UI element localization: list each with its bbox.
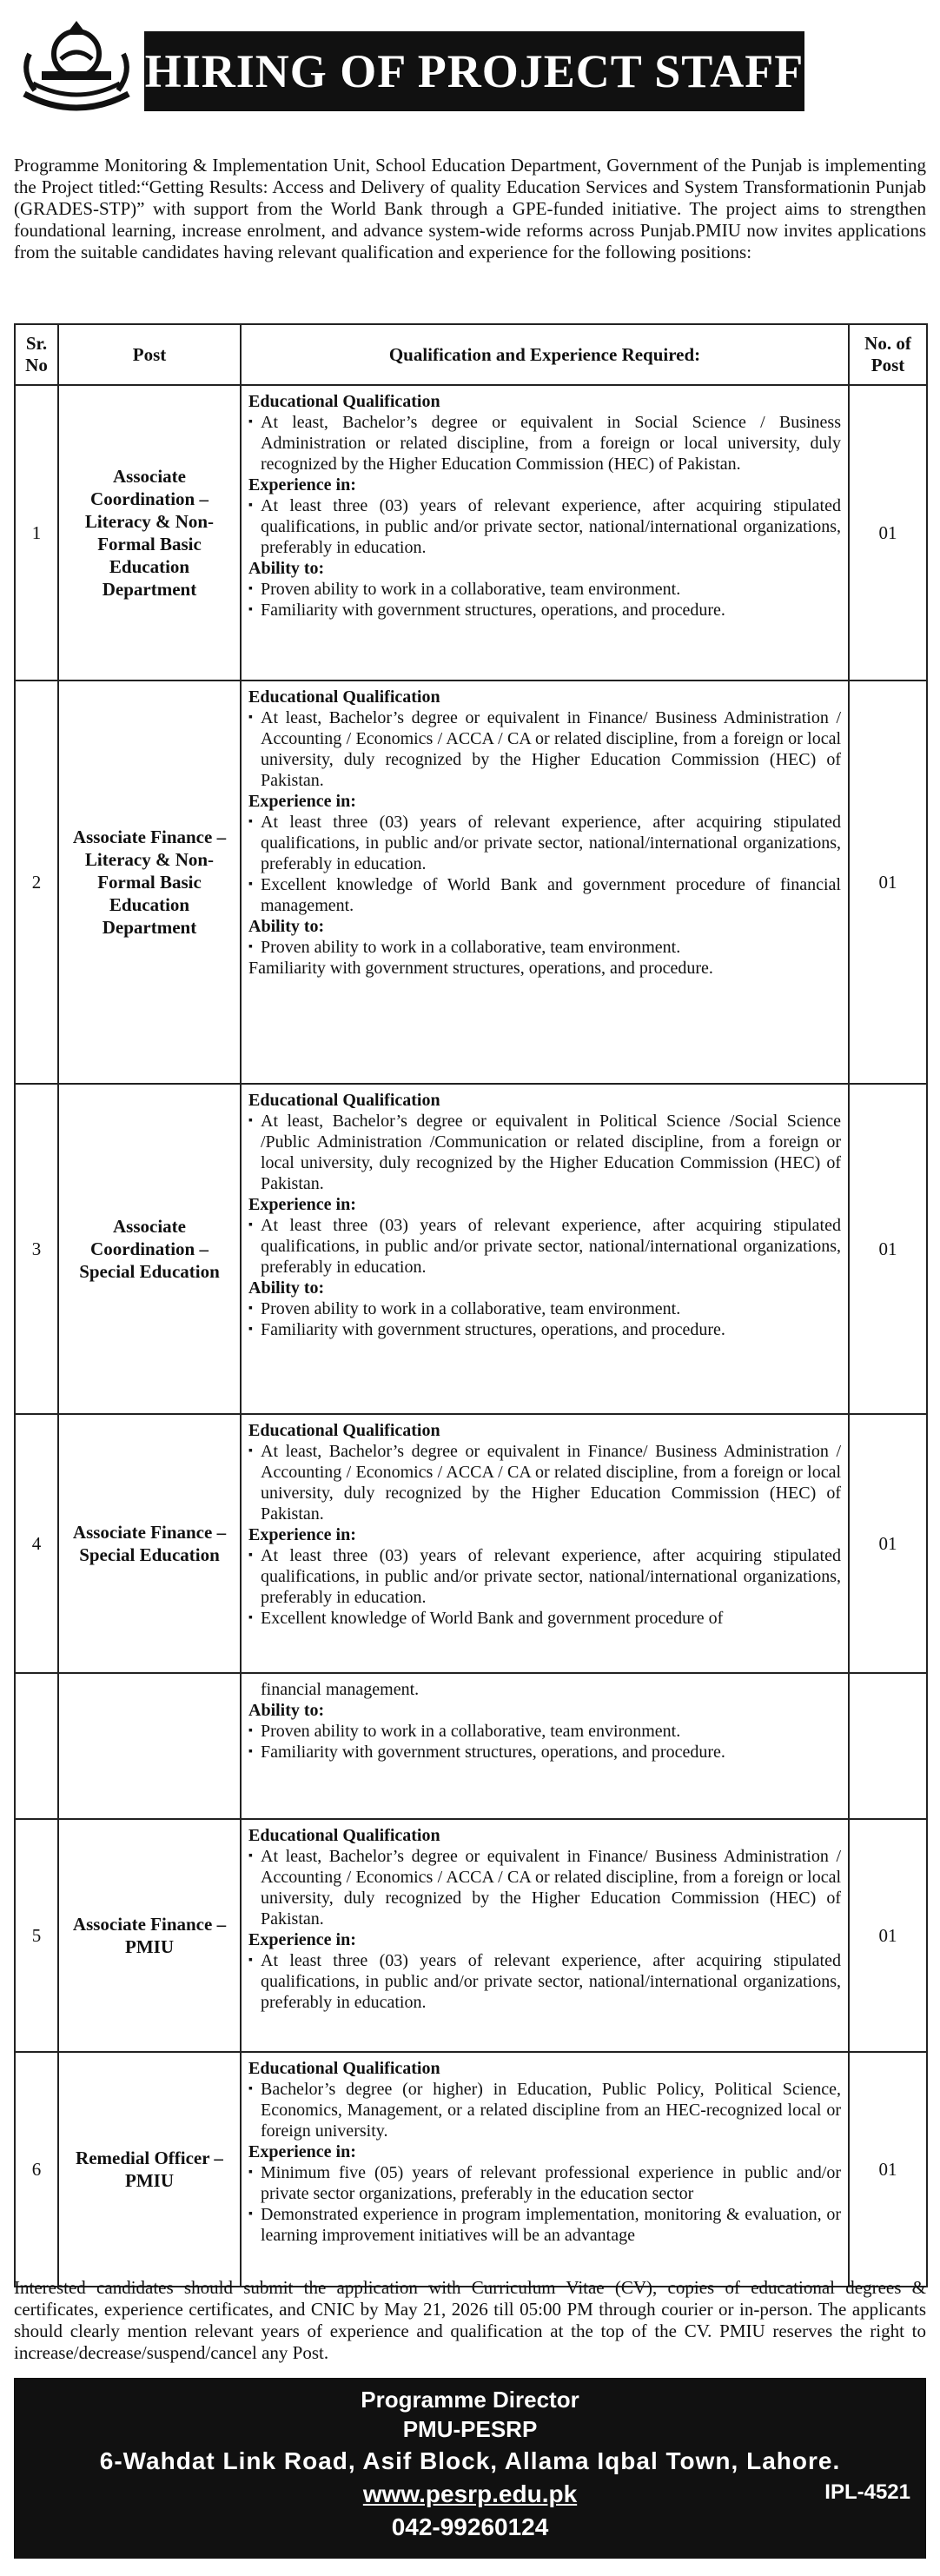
no-of-post-cell: 01 — [849, 1084, 927, 1414]
bullet-text: Familiarity with government structures, operations, and procedure. — [261, 1743, 725, 1762]
post-cell: Associate Coordination – Literacy & Non-Formal Basic Education Department — [58, 385, 241, 681]
table-row — [15, 385, 927, 681]
experience-heading: Experience in: — [248, 1525, 356, 1544]
bullet-item — [248, 707, 841, 791]
bullet-icon: ▪ — [248, 1745, 253, 1758]
bullet-icon: ▪ — [248, 1849, 253, 1862]
ability-heading: Ability to: — [248, 1278, 325, 1298]
bullet-icon: ▪ — [248, 603, 253, 616]
bullet-icon: ▪ — [248, 940, 253, 953]
bullet-text: Bachelor’s degree (or higher) in Education, Public Policy, Political Science, Economics, Management, or a related discipline from an HEC-recognized local or foreign university. — [261, 2080, 841, 2141]
sr-no-cell: 5 — [15, 1819, 58, 2052]
bullet-text: At least three (03) years of relevant experience, after acquiring stipulated qualifications, in public and/or private sector, national/international organizations, preferably in education. — [261, 813, 841, 873]
bullet-icon: ▪ — [248, 2082, 253, 2095]
bullet-item — [248, 1215, 841, 1278]
ability-heading: Ability to: — [248, 559, 325, 578]
post-cell: Associate Finance – Literacy & Non-Formal Basic Education Department — [58, 681, 241, 1084]
bullet-text: At least, Bachelor’s degree or equivalent in Finance/ Business Administration / Accounting / Economics / ACCA / CA or related discipline, from a foreign or local university, duly recognized by the Higher Education Commission (HEC) of Pakistan. — [261, 1442, 841, 1524]
footer-website-link[interactable]: www.pesrp.edu.pk — [362, 2480, 578, 2507]
bullet-text: Proven ability to work in a collaborative, team environment. — [261, 938, 681, 957]
post-cell: Associate Coordination – Special Education — [58, 1084, 241, 1414]
bullet-icon: ▪ — [248, 1114, 253, 1127]
footer-phone: 042-99260124 — [391, 2513, 549, 2540]
ability-plain-text: Familiarity with government structures, operations, and procedure. — [248, 959, 713, 978]
table-header-row — [15, 324, 927, 385]
footer-role: Programme Director — [361, 2387, 579, 2413]
bullet-text: At least, Bachelor’s degree or equivalent in Social Science / Business Administration or related discipline, from a foreign or local university, duly recognized by the Higher Education Commission (HEC) of Pakistan. — [261, 413, 841, 474]
header-no-of-post: No. of Post — [849, 324, 927, 385]
no-of-post-cell: 01 — [849, 2052, 927, 2287]
qualification-cell — [241, 1819, 849, 2052]
bullet-item — [248, 874, 841, 916]
bullet-item — [248, 1608, 841, 1629]
header-sr-no: Sr. No — [15, 324, 58, 385]
ability-heading: Ability to: — [248, 917, 325, 936]
experience-heading: Experience in: — [248, 1195, 356, 1214]
footer-org: PMU-PESRP — [402, 2416, 538, 2442]
table-row — [15, 681, 927, 1084]
bullet-icon: ▪ — [248, 1549, 253, 1562]
educational-qualification-heading: Educational Qualification — [248, 392, 440, 411]
bullet-item — [248, 812, 841, 874]
header-post: Post — [58, 324, 241, 385]
educational-qualification-heading: Educational Qualification — [248, 687, 440, 707]
table-row — [15, 1084, 927, 1414]
positions-table — [14, 323, 928, 2287]
intro-paragraph: Programme Monitoring & Implementation Unit, School Education Department, Government of the Punjab is implementing the Project titled:“Getting Results: Access and Delivery of quality Education Services and System Transformationin Punjab (GRADES-STP)” with support from the World Bank through a GPE-funded initiative. The project aims to strengthen foundational learning, increase enrolment, and advance system-wide reforms across Punjab.PMIU now invites applications from the suitable candidates having relevant qualification and experience for the following positions: — [14, 155, 926, 262]
bullet-item — [248, 1950, 841, 2013]
bullet-item — [248, 495, 841, 558]
bullet-text: Familiarity with government structures, operations, and procedure. — [261, 1320, 725, 1339]
qualification-cell — [241, 1414, 849, 1673]
bullet-text: Excellent knowledge of World Bank and government procedure of financial management. — [261, 875, 841, 915]
title-banner — [144, 31, 804, 111]
experience-heading: Experience in: — [248, 1930, 356, 1949]
no-of-post-cell: 01 — [849, 1819, 927, 2052]
bullet-item — [248, 937, 841, 958]
bullet-icon: ▪ — [248, 1954, 253, 1967]
bullet-text: Proven ability to work in a collaborative, team environment. — [261, 1299, 681, 1318]
bullet-item — [248, 1545, 841, 1608]
sr-no-cell: 1 — [15, 385, 58, 681]
table-row — [15, 2052, 927, 2287]
experience-heading: Experience in: — [248, 475, 356, 495]
bullet-icon: ▪ — [248, 1444, 253, 1457]
bullet-icon: ▪ — [248, 815, 253, 828]
post-cell: Associate Finance – Special Education — [58, 1414, 241, 1673]
educational-qualification-heading: Educational Qualification — [248, 1421, 440, 1440]
no-of-post-cell: 01 — [849, 1414, 927, 1673]
no-of-post-cell — [849, 1673, 927, 1819]
bullet-item — [248, 1111, 841, 1194]
post-cell: Remedial Officer – PMIU — [58, 2052, 241, 2287]
table-row — [15, 1414, 927, 1673]
bullet-icon: ▪ — [248, 1218, 253, 1232]
sr-no-cell: 6 — [15, 2052, 58, 2287]
bullet-item — [248, 1742, 841, 1763]
application-instructions: Interested candidates should submit the application with Curriculum Vitae (CV), copies of educational degrees & certificates, experience certificates, and CNIC by May 21, 2026 till 05:00 PM through courier or in-person. The applicants should clearly mention relevant years of experience and qualification at the top of the CV. PMIU reserves the right to increase/decrease/suspend/cancel any Post. — [14, 2277, 926, 2363]
reference-number: IPL-4521 — [824, 2480, 910, 2504]
bullet-item — [248, 579, 841, 600]
bullet-text: At least, Bachelor’s degree or equivalent in Finance/ Business Administration / Accounting / Economics / ACCA / CA or related discipline, from a foreign or local university, duly recognized by the Higher Education Commission (HEC) of Pakistan. — [261, 1847, 841, 1929]
bullet-icon: ▪ — [248, 2166, 253, 2179]
educational-qualification-heading: Educational Qualification — [248, 2059, 440, 2078]
educational-qualification-heading: Educational Qualification — [248, 1091, 440, 1110]
bullet-item — [248, 2162, 841, 2204]
bullet-text: Minimum five (05) years of relevant professional experience in public and/or private sector organizations, preferably in the education sector — [261, 2163, 841, 2203]
post-cell — [58, 1673, 241, 1819]
bullet-text: At least three (03) years of relevant experience, after acquiring stipulated qualifications, in public and/or private sector, national/international organizations, preferably in education. — [261, 496, 841, 557]
page-title: HIRING OF PROJECT STAFF — [144, 45, 804, 97]
table-row — [15, 1819, 927, 2052]
qualification-cell — [241, 1084, 849, 1414]
bullet-text: At least three (03) years of relevant experience, after acquiring stipulated qualifications, in public and/or private sector, national/international organizations, preferably in education. — [261, 1216, 841, 1277]
experience-heading: Experience in: — [248, 792, 356, 811]
sr-no-cell: 2 — [15, 681, 58, 1084]
bullet-icon: ▪ — [248, 499, 253, 512]
table-row — [15, 1673, 927, 1819]
bullet-item — [248, 412, 841, 475]
punjab-government-logo — [16, 19, 137, 123]
bullet-text: At least three (03) years of relevant experience, after acquiring stipulated qualifications, in public and/or private sector, national/international organizations, preferably in education. — [261, 1546, 841, 1607]
bullet-icon: ▪ — [248, 2208, 253, 2221]
continuation-text: financial management. — [261, 1680, 420, 1699]
bullet-text: At least, Bachelor’s degree or equivalent in Finance/ Business Administration / Accounting / Economics / ACCA / CA or related discipline, from a foreign or local university, duly recognized by the Higher Education Commission (HEC) of Pakistan. — [261, 708, 841, 790]
qualification-cell — [241, 681, 849, 1084]
post-cell: Associate Finance – PMIU — [58, 1819, 241, 2052]
qualification-cell — [241, 385, 849, 681]
bullet-item — [248, 2204, 841, 2246]
no-of-post-cell: 01 — [849, 681, 927, 1084]
bullet-text: At least, Bachelor’s degree or equivalent in Political Science /Social Science /Public Administration /Communication or related discipline, from a foreign or local university, duly recognized by the Higher Education Commission (HEC) of Pakistan. — [261, 1112, 841, 1193]
bullet-icon: ▪ — [248, 415, 253, 428]
bullet-text: At least three (03) years of relevant experience, after acquiring stipulated qualifications, in public and/or private sector, national/international organizations, preferably in education. — [261, 1951, 841, 2012]
sr-no-cell — [15, 1673, 58, 1819]
bullet-text: Demonstrated experience in program implementation, monitoring & evaluation, or learning improvement initiatives will be an advantage — [261, 2205, 841, 2245]
bullet-item — [248, 1441, 841, 1524]
ability-heading: Ability to: — [248, 1701, 325, 1720]
bullet-item — [248, 1846, 841, 1929]
bullet-text: Proven ability to work in a collaborative, team environment. — [261, 580, 681, 599]
bullet-text: Proven ability to work in a collaborative, team environment. — [261, 1722, 681, 1741]
bullet-icon: ▪ — [248, 1611, 253, 1624]
bullet-icon: ▪ — [248, 711, 253, 724]
experience-heading: Experience in: — [248, 2142, 356, 2161]
bullet-icon: ▪ — [248, 1302, 253, 1315]
header — [16, 19, 924, 123]
bullet-item — [248, 2079, 841, 2141]
sr-no-cell: 3 — [15, 1084, 58, 1414]
bullet-text: Excellent knowledge of World Bank and government procedure of — [261, 1609, 724, 1628]
sr-no-cell: 4 — [15, 1414, 58, 1673]
qualification-cell — [241, 2052, 849, 2287]
no-of-post-cell: 01 — [849, 385, 927, 681]
bullet-item — [248, 1298, 841, 1319]
bullet-icon: ▪ — [248, 878, 253, 891]
bullet-icon: ▪ — [248, 1323, 253, 1336]
bullet-icon: ▪ — [248, 582, 253, 595]
footer-address: 6-Wahdat Link Road, Asif Block, Allama Iqbal Town, Lahore. — [99, 2447, 841, 2474]
bullet-item — [248, 600, 841, 621]
bullet-icon: ▪ — [248, 1724, 253, 1737]
qualification-cell — [241, 1673, 849, 1819]
bullet-item — [248, 1721, 841, 1742]
educational-qualification-heading: Educational Qualification — [248, 1826, 440, 1845]
header-qualification: Qualification and Experience Required: — [241, 324, 849, 385]
bullet-item — [248, 1319, 841, 1340]
contact-footer — [14, 2378, 926, 2559]
bullet-text: Familiarity with government structures, operations, and procedure. — [261, 601, 725, 620]
